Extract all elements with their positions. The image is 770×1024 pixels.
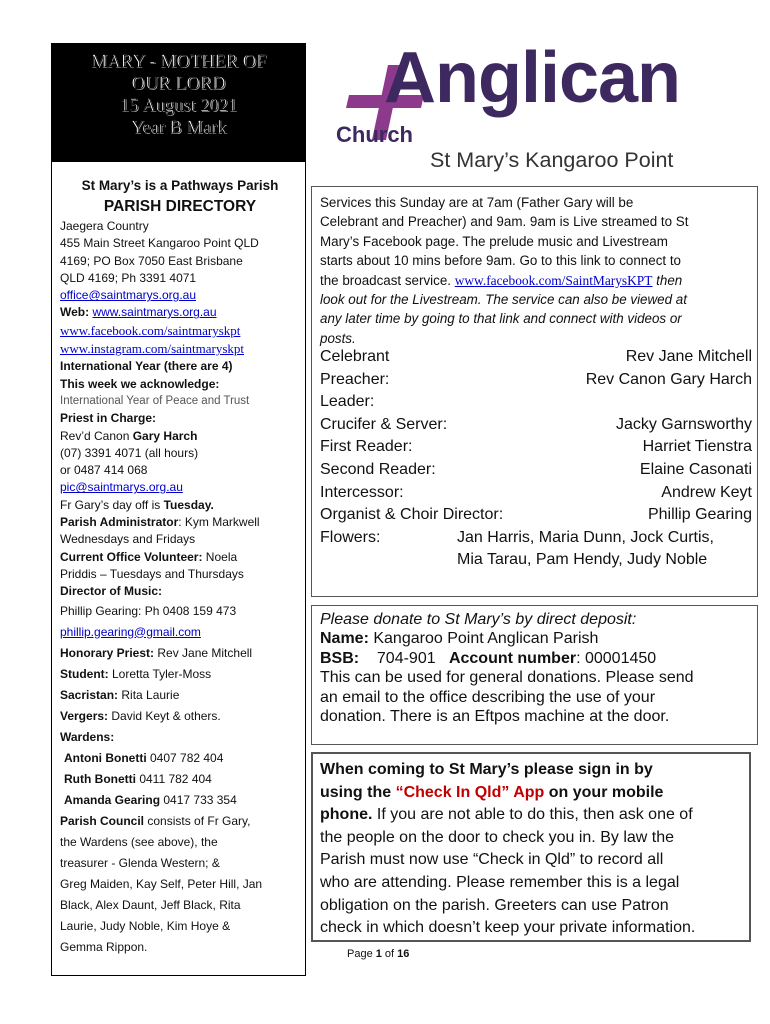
acknowledge-value: International Year of Peace and Trust	[60, 394, 250, 407]
services-line: Mary’s Facebook page. The prelude music and Livestream	[320, 233, 668, 249]
volunteer-days: Priddis – Tuesdays and Thursdays	[60, 566, 244, 581]
livestream-link[interactable]: www.facebook.com/SaintMarysKPT	[454, 272, 653, 288]
roster-row	[320, 369, 752, 392]
student-label: Student:	[60, 666, 109, 681]
page-number	[347, 948, 409, 960]
roster-row	[320, 436, 752, 459]
council-text: Gemma Rippon.	[60, 939, 148, 954]
page-prefix: Page	[347, 948, 376, 960]
checkin-line: check in which doesn’t keep your private information.	[320, 919, 696, 937]
roster-name: Mia Tarau, Pam Hendy, Judy Noble	[457, 551, 708, 569]
roster-row	[320, 527, 752, 550]
web-label: Web	[60, 305, 86, 320]
roster-role: Leader:	[320, 393, 375, 411]
donate-intro: Please donate to St Mary’s by direct deposit:	[320, 611, 637, 628]
music-label: Director of Music:	[60, 584, 163, 599]
donate-line: an email to the office describing the use of your	[320, 688, 656, 706]
roster-row	[320, 459, 752, 482]
roster-name: Andrew Keyt	[661, 483, 752, 501]
roster-name: Phillip Gearing	[647, 506, 752, 524]
address-line: 455 Main Street Kangaroo Point QLD	[60, 236, 259, 251]
title-date: 15 August 2021	[119, 96, 238, 116]
warden-name: Ruth Bonetti	[64, 771, 136, 786]
roster-name: Elaine Casonati	[639, 460, 752, 478]
roster	[320, 346, 752, 572]
council-text: the Wardens (see above), the	[60, 834, 218, 849]
roster-name: Harriet Tienstra	[642, 438, 752, 456]
volunteer-label: Current Office Volunteer:	[60, 549, 203, 564]
roster-row	[320, 391, 752, 414]
roster-role: Crucifer & Server:	[320, 415, 448, 433]
admin-name: : Kym Markwell	[178, 515, 260, 530]
roster-row	[320, 504, 752, 527]
instagram-link[interactable]: www.instagram.com/saintmaryskpt	[60, 341, 245, 357]
country: Jaegera Country	[60, 219, 149, 233]
logo-subtitle: St Mary’s Kangaroo Point	[430, 148, 674, 172]
sacristan-label: Sacristan:	[60, 687, 119, 702]
anglican-church-logo	[336, 38, 724, 180]
roster-name: Jacky Garnsworthy	[615, 415, 752, 433]
checkin-line: phone.	[320, 806, 373, 824]
checkin-line: who are attending. Please remember this is a legal	[320, 873, 680, 891]
directory-heading: PARISH DIRECTORY	[103, 198, 257, 215]
title-year: Year B Mark	[130, 118, 227, 138]
parish-directory: St Mary’s is a Pathways Parish PARISH DIRECTORY Jaegera Country 455 Main Street Kangaroo Point QLD 4169; PO Box 7050 East Brisbane QLD 4169; Ph 3391 4071 office@saintmarys.org.au Web: www.saintmarys.org.au www.facebook.com/saintmaryskpt www.instagram.com/saintmaryskpt International Year (there are 4) This week we acknowledge: International Year of Peace and Trust Priest in Charge: Rev’d Canon Gary Harch (07) 3391 4071 (all hours) or 0487 414 068 pic@saintmarys.org.au Fr Gary’s day off is Tuesday. Parish Administrator: Kym Markwell Wednesdays and Fridays Current Office Volunteer: Noela Priddis – Tuesdays and Thursdays Director of Music: Phillip Gearing: Ph 0408 159 473 phillip.gearing@gmail.com Honorary Priest: Rev Jane Mitchell Student: Loretta Tyler-Moss Sacristan: Rita Laurie Vergers: David Keyt & others. Wardens: Antoni Bonetti 0407 782 404 Ruth Bonetti 0411 782 404 Amanda Gearing 0417 733 354 Parish Council consists of Fr Gary, the Wardens (see above), the treasurer - Glenda Western; & Greg Maiden, Kay Self, Peter Hill, Jan Black, Alex Daunt, Jeff Black, Rita Laurie, Judy Noble, Kim Hoye & Gemma Rippon.	[60, 176, 300, 958]
services-line: the broadcast service.	[320, 272, 455, 288]
warden-phone: 0407 782 404	[146, 750, 224, 765]
roster-role: Second Reader:	[320, 460, 436, 478]
roster-name: Rev Jane Mitchell	[625, 348, 752, 365]
donate-line: donation. There is an Eftpos machine at the door.	[320, 708, 670, 726]
checkin-app-name: “Check In Qld” App	[395, 783, 545, 801]
council-text: treasurer - Glenda Western; &	[60, 855, 220, 870]
council-text: Greg Maiden, Kay Self, Peter Hill, Jan	[60, 876, 263, 891]
donate-line: This can be used for general donations. Please send	[320, 669, 694, 687]
roster-row	[320, 549, 752, 572]
checkin-line: Parish must now use “Check in Qld” to record all	[320, 851, 664, 869]
account-number: : 00001450	[576, 649, 657, 667]
roster-role: Celebrant	[320, 348, 390, 365]
roster-name: Jan Harris, Maria Dunn, Jock Curtis,	[457, 528, 714, 546]
page-total: 16	[397, 948, 410, 960]
priest-mobile: or 0487 414 068	[60, 463, 148, 478]
services-text	[320, 193, 752, 348]
roster-role: Intercessor:	[320, 483, 404, 501]
roster-row	[320, 414, 752, 437]
services-line: posts.	[320, 330, 356, 346]
student-name: Loretta Tyler-Moss	[108, 666, 212, 681]
priest-phone: (07) 3391 4071 (all hours)	[60, 445, 199, 460]
checkin-line: using the	[320, 783, 396, 801]
page-of: of	[381, 948, 398, 960]
council-label: Parish Council	[60, 813, 145, 828]
services-line: Celebrant and Preacher) and 9am. 9am is Live streamed to St	[320, 214, 689, 230]
facebook-link[interactable]: www.facebook.com/saintmaryskpt	[60, 322, 241, 338]
roster-role: Preacher:	[320, 370, 390, 388]
priest-label: Priest in Charge:	[60, 411, 157, 426]
account-name-label: Name:	[320, 630, 369, 648]
logo-church: Church	[336, 122, 413, 147]
services-line: look out for the Livestream. The service can also be viewed at	[320, 292, 687, 308]
roster-row	[320, 482, 752, 505]
dayoff-text: Fr Gary’s day off is	[60, 497, 164, 512]
account-number-label: Account number	[448, 649, 577, 667]
bulletin-title-block	[51, 43, 306, 162]
admin-days: Wednesdays and Fridays	[60, 532, 196, 547]
page-current: 1	[375, 948, 382, 960]
roster-role: Organist & Choir Director:	[320, 506, 504, 524]
services-line: Services this Sunday are at 7am (Father Gary will be	[320, 195, 634, 210]
priest-name: Gary Harch	[132, 428, 198, 443]
checkin-line: If you are not able to do this, then ask one of	[372, 806, 693, 824]
roster-name: Rev Canon Gary Harch	[585, 370, 752, 388]
dayoff-day: Tuesday.	[163, 497, 214, 512]
vergers-label: Vergers:	[60, 708, 109, 723]
acknowledge-label: This week we acknowledge:	[60, 376, 220, 391]
checkin-text	[320, 759, 746, 940]
warden-name: Amanda Gearing	[64, 792, 161, 807]
website-link[interactable]: www.saintmarys.org.au	[92, 305, 217, 320]
sacristan-name: Rita Laurie	[118, 687, 180, 702]
checkin-line: When coming to St Mary’s please sign in by	[320, 761, 653, 778]
warden-phone: 0417 733 354	[160, 792, 237, 807]
warden-phone: 0411 782 404	[135, 771, 212, 786]
warden-name: Antoni Bonetti	[64, 750, 147, 765]
checkin-line: obligation on the parish. Greeters can use Patron	[320, 896, 669, 914]
services-line: then	[652, 272, 683, 288]
vergers-names: David Keyt & others.	[108, 708, 221, 723]
services-line: any later time by going to that link and connect with videos or	[320, 311, 682, 327]
music-email-link[interactable]: phillip.gearing@gmail.com	[60, 624, 201, 639]
volunteer-name: Noela	[202, 549, 238, 564]
wardens-label: Wardens:	[60, 729, 115, 744]
hp-label: Honorary Priest:	[60, 645, 155, 660]
hp-name: Rev Jane Mitchell	[154, 645, 253, 660]
services-line: starts about 10 mins before 9am. Go to this link to connect to	[320, 253, 681, 269]
roster-role: First Reader:	[320, 438, 413, 456]
address-line: 4169; PO Box 7050 East Brisbane	[60, 253, 243, 268]
donate-text	[320, 610, 752, 726]
pathways-heading: St Mary’s is a Pathways Parish	[81, 178, 279, 193]
council-text: consists of Fr Gary,	[144, 813, 251, 828]
priest-email-link[interactable]: pic@saintmarys.org.au	[60, 480, 183, 495]
checkin-line: on your mobile	[544, 783, 664, 801]
roster-role: Flowers:	[320, 528, 381, 546]
admin-label: Parish Administrator	[60, 515, 179, 530]
rev-prefix: Rev’d Canon	[60, 428, 133, 443]
roster-row	[320, 346, 752, 369]
address-line: QLD 4169; Ph 3391 4071	[60, 270, 197, 285]
council-text: Black, Alex Daunt, Jeff Black, Rita	[60, 897, 241, 912]
title-line: MARY - MOTHER OF	[90, 52, 267, 72]
council-text: Laurie, Judy Noble, Kim Hoye &	[60, 918, 231, 933]
title-line: OUR LORD	[131, 74, 226, 94]
office-email-link[interactable]: office@saintmarys.org.au	[60, 288, 197, 303]
logo-wordmark: Anglican	[384, 38, 681, 118]
account-name: Kangaroo Point Anglican Parish	[368, 630, 599, 648]
bsb-label: BSB:	[320, 649, 360, 667]
intl-year: International Year (there are 4)	[60, 359, 233, 374]
checkin-line: the people on the door to check you in. By law the	[320, 828, 675, 846]
music-director: Phillip Gearing: Ph 0408 159 473	[60, 603, 237, 618]
bsb-value: 704-901	[376, 649, 436, 667]
